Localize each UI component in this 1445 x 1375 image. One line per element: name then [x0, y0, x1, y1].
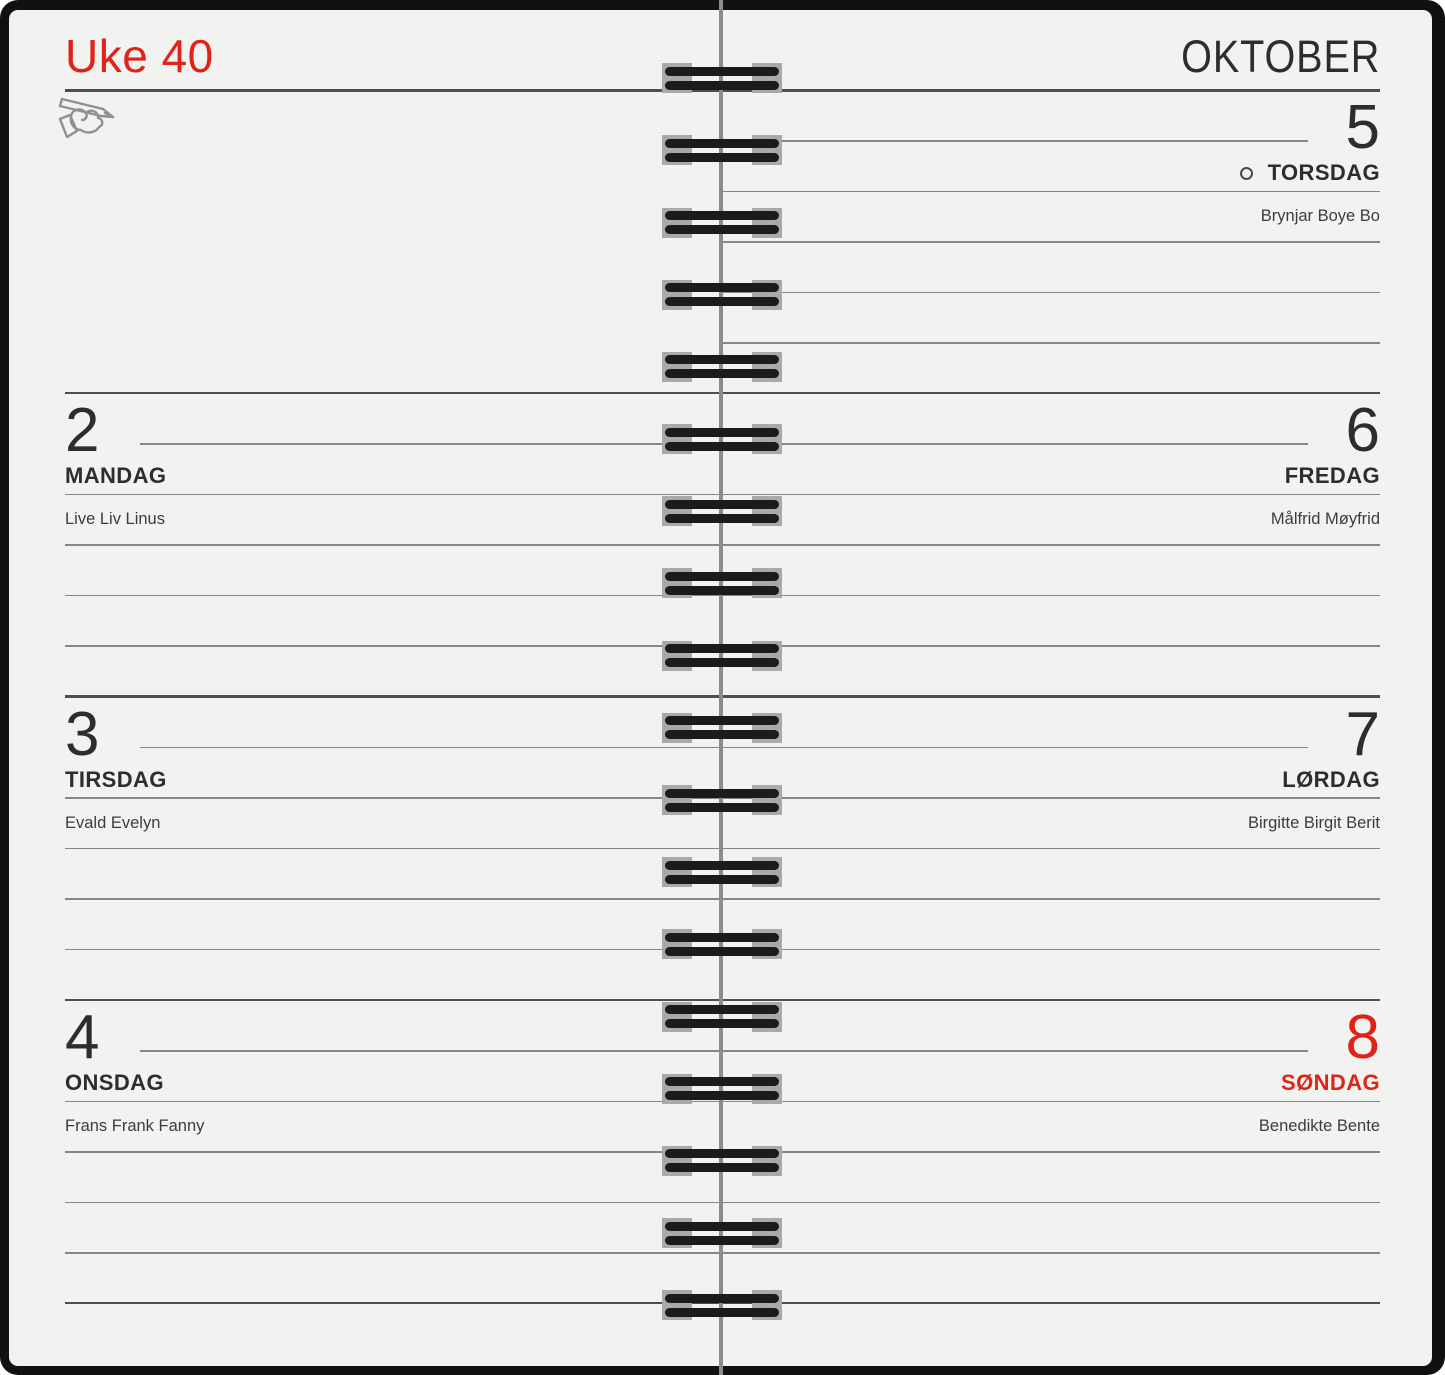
date-baseline — [140, 747, 720, 749]
writing-line — [723, 1151, 1380, 1153]
day-block-tuesday — [65, 697, 720, 1000]
month-title: OKTOBER — [1180, 31, 1380, 82]
writing-line — [65, 848, 720, 850]
day-name-label: TIRSDAG — [65, 766, 167, 792]
day-name-label: FREDAG — [1284, 463, 1380, 488]
day-name-label: MANDAG — [65, 463, 167, 488]
nameday-label: Frans Frank Fanny — [65, 1117, 205, 1135]
binding-ring — [662, 280, 782, 310]
binding-ring — [662, 424, 782, 454]
day-name-underline — [723, 494, 1380, 496]
moon-phase-icon — [1240, 167, 1253, 180]
nameday-label: Brynjar Boye Bo — [1260, 207, 1380, 225]
day-name-label: LØRDAG — [1282, 766, 1380, 792]
day-block-monday — [65, 393, 720, 696]
date-baseline — [723, 140, 1308, 142]
binding-ring — [662, 1290, 782, 1320]
day-separator-line — [723, 392, 1380, 395]
day-separator-line — [65, 999, 720, 1002]
binding-ring — [662, 641, 782, 671]
writing-line — [65, 1151, 720, 1153]
writing-line — [723, 241, 1380, 243]
writing-line — [723, 544, 1380, 546]
binding-ring — [662, 929, 782, 959]
day-block-saturday — [723, 697, 1380, 1000]
day-name-label: SØNDAG — [1281, 1070, 1380, 1095]
writing-line — [65, 1252, 720, 1254]
day-block-wednesday — [65, 1000, 720, 1303]
day-name-underline — [65, 1101, 720, 1103]
writing-line — [65, 645, 720, 647]
date-number: 8 — [1345, 1003, 1380, 1072]
nameday-label: Birgitte Birgit Berit — [1247, 813, 1380, 832]
binding-ring — [662, 1218, 782, 1248]
writing-line — [723, 949, 1380, 951]
binding-ring — [662, 496, 782, 526]
day-name-underline — [65, 494, 720, 496]
day-name-underline — [723, 797, 1380, 799]
day-separator-line — [723, 999, 1380, 1002]
binding-ring — [662, 352, 782, 382]
day-block-thursday — [723, 90, 1380, 393]
binding-ring — [662, 1002, 782, 1032]
day-block-sunday — [723, 1000, 1380, 1303]
binding-ring — [662, 63, 782, 93]
day-name-label: TORSDAG — [1267, 160, 1380, 185]
nameday-label: Live Liv Linus — [65, 510, 165, 528]
date-number: 4 — [65, 1003, 100, 1072]
nameday-label: Evald Evelyn — [65, 813, 161, 832]
date-number: 2 — [65, 396, 100, 465]
writing-hand-icon — [58, 92, 124, 142]
date-baseline — [723, 747, 1308, 749]
binding-ring — [662, 135, 782, 165]
nameday-label: Benedikte Bente — [1258, 1117, 1380, 1135]
date-baseline — [140, 1050, 720, 1052]
day-name-underline — [723, 1101, 1380, 1103]
writing-line — [65, 949, 720, 951]
writing-line — [723, 1202, 1380, 1204]
day-name-underline — [723, 191, 1380, 193]
writing-line — [65, 544, 720, 546]
day-name-row — [1240, 161, 1380, 185]
binding-ring — [662, 857, 782, 887]
day-separator-line — [723, 695, 1380, 698]
day-name-underline — [65, 797, 720, 799]
writing-line — [723, 1252, 1380, 1254]
binding-ring — [662, 1146, 782, 1176]
nameday-label: Målfrid Møyfrid — [1270, 510, 1380, 528]
date-baseline — [723, 1050, 1308, 1052]
writing-line — [723, 848, 1380, 850]
week-title: Uke 40 — [65, 30, 214, 82]
writing-line — [65, 898, 720, 900]
day-separator-line — [65, 695, 720, 698]
binding-ring — [662, 208, 782, 238]
binding-ring — [662, 1074, 782, 1104]
writing-line — [723, 342, 1380, 344]
date-number: 7 — [1345, 699, 1380, 769]
day-name-label: ONSDAG — [65, 1070, 164, 1095]
binding-ring — [662, 568, 782, 598]
date-baseline — [723, 443, 1308, 445]
binding-ring — [662, 713, 782, 743]
date-number: 3 — [65, 699, 100, 769]
day-block-friday — [723, 393, 1380, 696]
binding-ring — [662, 785, 782, 815]
writing-line — [65, 1202, 720, 1204]
writing-line — [65, 595, 720, 597]
date-baseline — [140, 443, 720, 445]
writing-line — [723, 645, 1380, 647]
writing-line — [723, 595, 1380, 597]
date-number: 5 — [1345, 93, 1380, 162]
writing-line — [723, 898, 1380, 900]
writing-line — [723, 292, 1380, 294]
day-separator-line — [65, 392, 720, 395]
date-number: 6 — [1345, 396, 1380, 465]
